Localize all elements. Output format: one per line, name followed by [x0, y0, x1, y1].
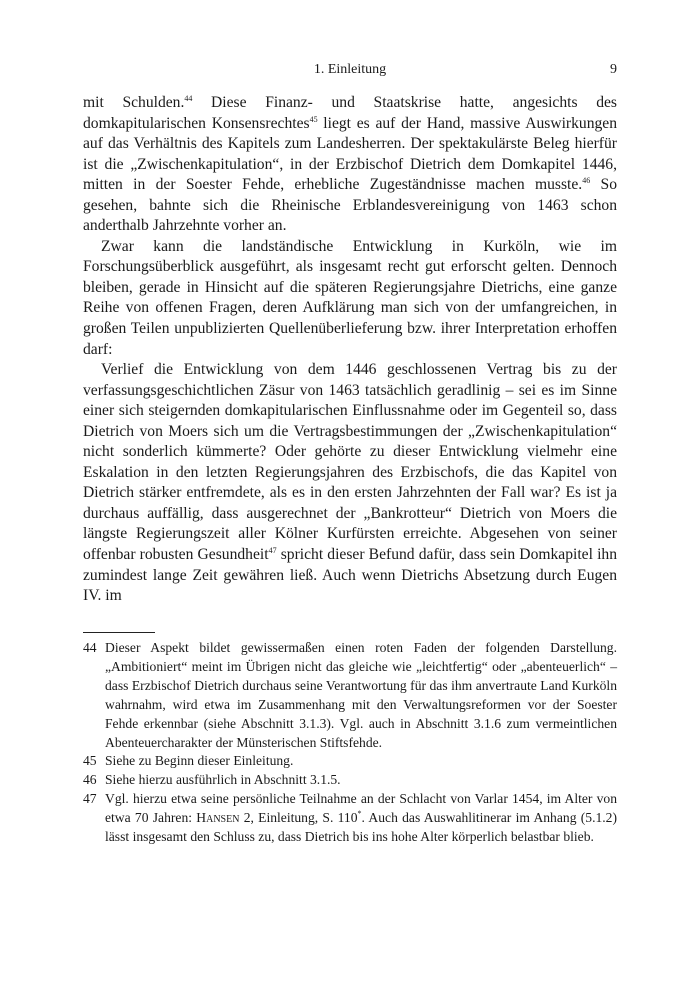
footnote-45: [83, 752, 617, 771]
footnote-ref-47[interactable]: 47: [268, 546, 277, 556]
superscript-mark: *: [357, 809, 362, 819]
paragraph-3: [83, 360, 617, 607]
paragraph-1: [83, 93, 617, 237]
running-head: [83, 62, 617, 82]
text-run: mit Schulden.: [83, 94, 185, 111]
body-text: [83, 93, 617, 607]
footnote-ref-45[interactable]: 45: [309, 114, 318, 124]
footnote-text: Dieser Aspekt bildet gewissermaßen einen roten Faden der folgenden Darstellung. „Ambitioniert“ meint im Übrigen nicht das gleiche wie „leichtfertig“ oder „abenteuerlich“ – dass Erzbischof Dietrich durchaus seine Verantwortung für das ihm anvertraute Land Kurköln wahrnahm, wird etwa im Zusammenhang mit den Verwaltungsreformen vor der Soester Fehde erkennbar (siehe Abschnitt 3.1.3). Vgl. auch in Abschnitt 3.1.6 zum vermeintlichen Abenteuercharakter der Münsterischen Stiftsfehde.: [105, 640, 617, 750]
footnote-ref-46[interactable]: 46: [582, 176, 591, 186]
footnotes: [83, 639, 617, 847]
footnote-text: Siehe zu Beginn dieser Einleitung.: [105, 753, 294, 769]
footnote-number: 46: [83, 772, 97, 788]
footnote-text: . Auch das Auswahlitinerar im Anhang (5.1.2) lässt insgesamt den Schluss zu, dass Dietrich bis ins hohe Alter körperlich belastbar blieb.: [105, 810, 617, 845]
footnote-number: 45: [83, 753, 97, 769]
footnote-number: 44: [83, 640, 97, 655]
footnote-46: [83, 771, 617, 790]
footnote-text: Siehe hierzu ausführlich in Abschnitt 3.1.5.: [105, 772, 341, 788]
footnote-number: 47: [83, 791, 97, 807]
footnote-text: Vgl. hierzu etwa seine persönliche Teilnahme an der Schlacht von Varlar 1454, im Alter von etwa 70 Jahren:: [105, 791, 617, 826]
text-run: Diese Finanz- und Staatskrise hatte, angesichts des domkapitularischen Konsensrechtes: [83, 94, 617, 132]
text-run: So gesehen, bahnte sich die Rheinische Erblandesvereinigung von 1463 schon anderthalb Jahrzehnte vorher an.: [83, 176, 617, 235]
text-run: Verlief die Entwicklung von dem 1446 geschlossenen Vertrag bis zu der verfassungsgeschichtlichen Zäsur von 1463 tatsächlich geradlinig – sei es im Sinne einer sich steigernden domkapitularischen Einflussnahme oder im Gegenteil so, dass Dietrich von Moers sich um die Vertragsbestimmungen der „Zwischenkapitulation“ nicht sonderlich kümmerte? Oder gehörte zu dieser Entwicklung vielmehr eine Eskalation in den letzten Regierungsjahren des Erzbischofs, die das Kapitel von Dietrich stärker entfremdete, als es in den ersten Jahrzehnten der Fall war? Es ist ja durchaus auffällig, dass ausgerechnet der „Bankrotteur“ Dietrich von Moers die längste Regierungszeit aller Kölner Kurfürsten erreichte. Abgesehen von seiner offenbar robusten Gesundheit: [83, 361, 617, 564]
footnote-separator: [83, 632, 155, 633]
page-number: 9: [610, 62, 617, 77]
running-title: 1. Einleitung: [313, 62, 387, 77]
text-run: spricht dieser Befund dafür, dass sein Domkapitel ihn zumindest lange Zeit gewähren ließ. Auch wenn Dietrichs Absetzung durch Eugen IV. im: [83, 546, 618, 605]
footnote-ref-44[interactable]: 44: [184, 94, 193, 103]
footnote-47: [83, 790, 617, 847]
footnote-44: [83, 639, 617, 752]
text-run: liegt es auf der Hand, massive Auswirkungen auf das Verhältnis des Kapitels zum Landesherren. Der spektakulärste Beleg hierfür ist die „Zwischenkapitulation“, in der Erzbischof Dietrich dem Domkapitel 1446, mitten in der Soester Fehde, erhebliche Zugeständnisse machen musste.: [83, 114, 618, 194]
author-name: Hansen: [196, 810, 240, 826]
paragraph-2: Zwar kann die landständische Entwicklung in Kurköln, wie im Forschungsüberblick ausgeführt, als insgesamt recht gut erforscht gelten. Dennoch bleiben, gerade in Hinsicht auf die späteren Regierungsjahre Dietrichs, eine ganze Reihe von offenen Fragen, deren Aufklärung man sich von der umfangreichen, in großen Teilen unpublizierten Quellenüberlieferung bzw. ihrer Interpretation erhoffen darf:: [83, 237, 617, 358]
footnote-text: 2, Einleitung, S. 110: [239, 810, 358, 826]
